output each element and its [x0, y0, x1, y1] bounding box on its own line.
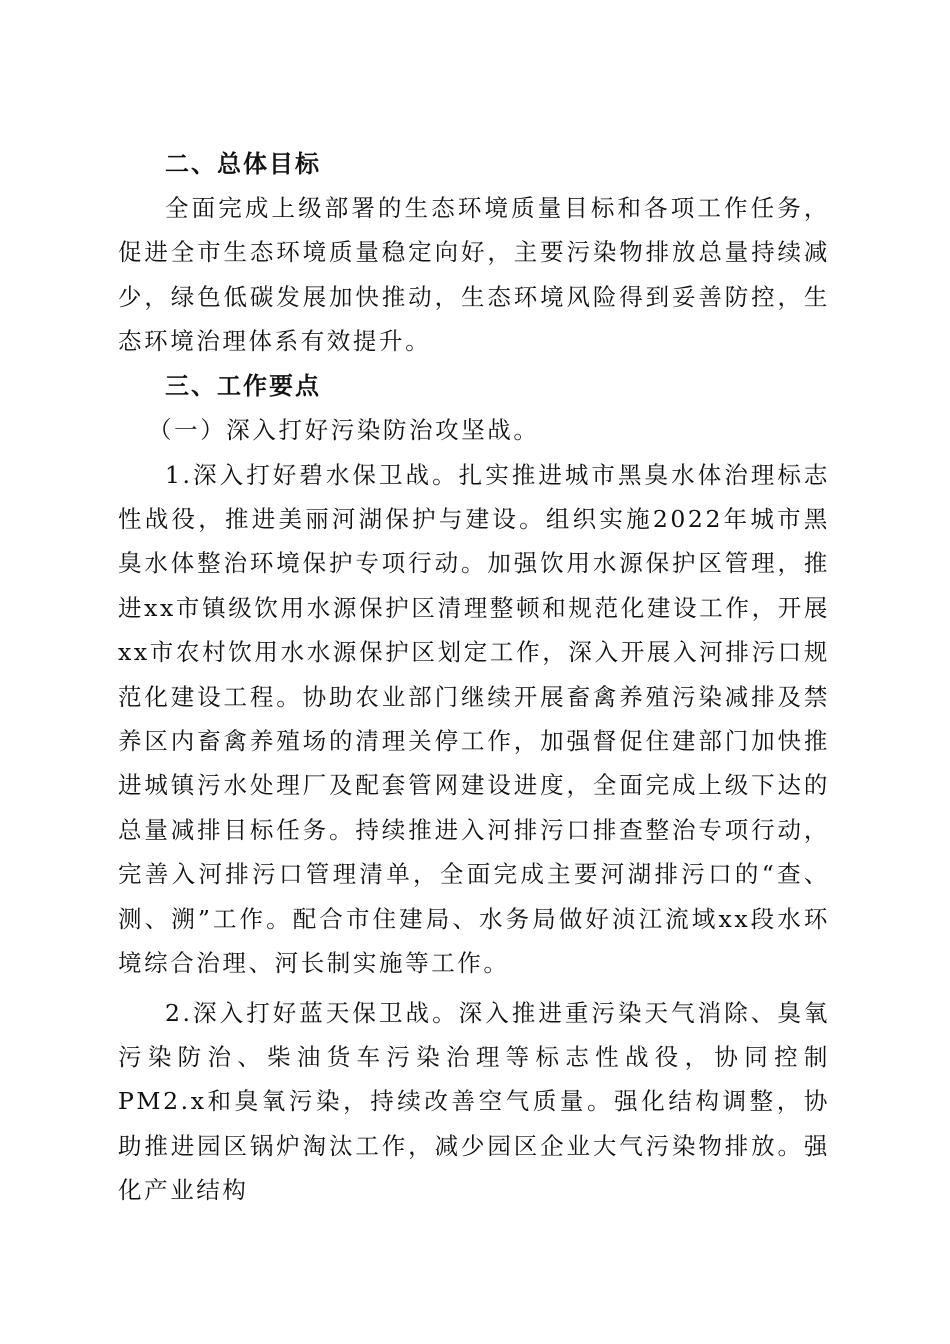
subsection-heading-pollution-control: （一）深入打好污染防治攻坚战。: [148, 415, 540, 444]
paragraph-blue-sky-campaign: 2.深入打好蓝天保卫战。深入推进重污染天气消除、臭氧污染防治、柴油货车污染治理等标志性战役，协同控制PM2.x和臭氧污染，持续改善空气质量。强化结构调整，协助推进园区锅炉淘汰工作，减少园区企业大气污染物排放。强化产业结构: [118, 998, 830, 1205]
document-body: [118, 142, 830, 1213]
section-heading-overall-goal: 二、总体目标: [165, 150, 321, 178]
paragraph-overall-goal: 全面完成上级部署的生态环境质量目标和各项工作任务，促进全市生态环境质量稳定向好，主要污染物排放总量持续减少，绿色低碳发展加快推动，生态环境风险得到妥善防控，生态环境治理体系有效提升。: [118, 194, 830, 356]
paragraph-clear-water-campaign: 1.深入打好碧水保卫战。扎实推进城市黑臭水体治理标志性战役，推进美丽河湖保护与建设。组织实施2022年城市黑臭水体整治环境保护专项行动。加强饮用水源保护区管理，推进xx市镇级饮用水源保护区清理整顿和规范化建设工作，开展xx市农村饮用水水源保护区划定工作，深入开展入河排污口规范化建设工程。协助农业部门继续开展畜禽养殖污染减排及禁养区内畜禽养殖场的清理关停工作，加强督促住建部门加快推进城镇污水处理厂及配套管网建设进度，全面完成上级下达的总量减排目标任务。持续推进入河排污口排查整治专项行动，完善入河排污口管理清单，全面完成主要河湖排污口的“查、测、溯”工作。配合市住建局、水务局做好浈江流域xx段水环境综合治理、河长制实施等工作。: [118, 460, 830, 978]
section-heading-work-points: 三、工作要点: [165, 371, 321, 400]
